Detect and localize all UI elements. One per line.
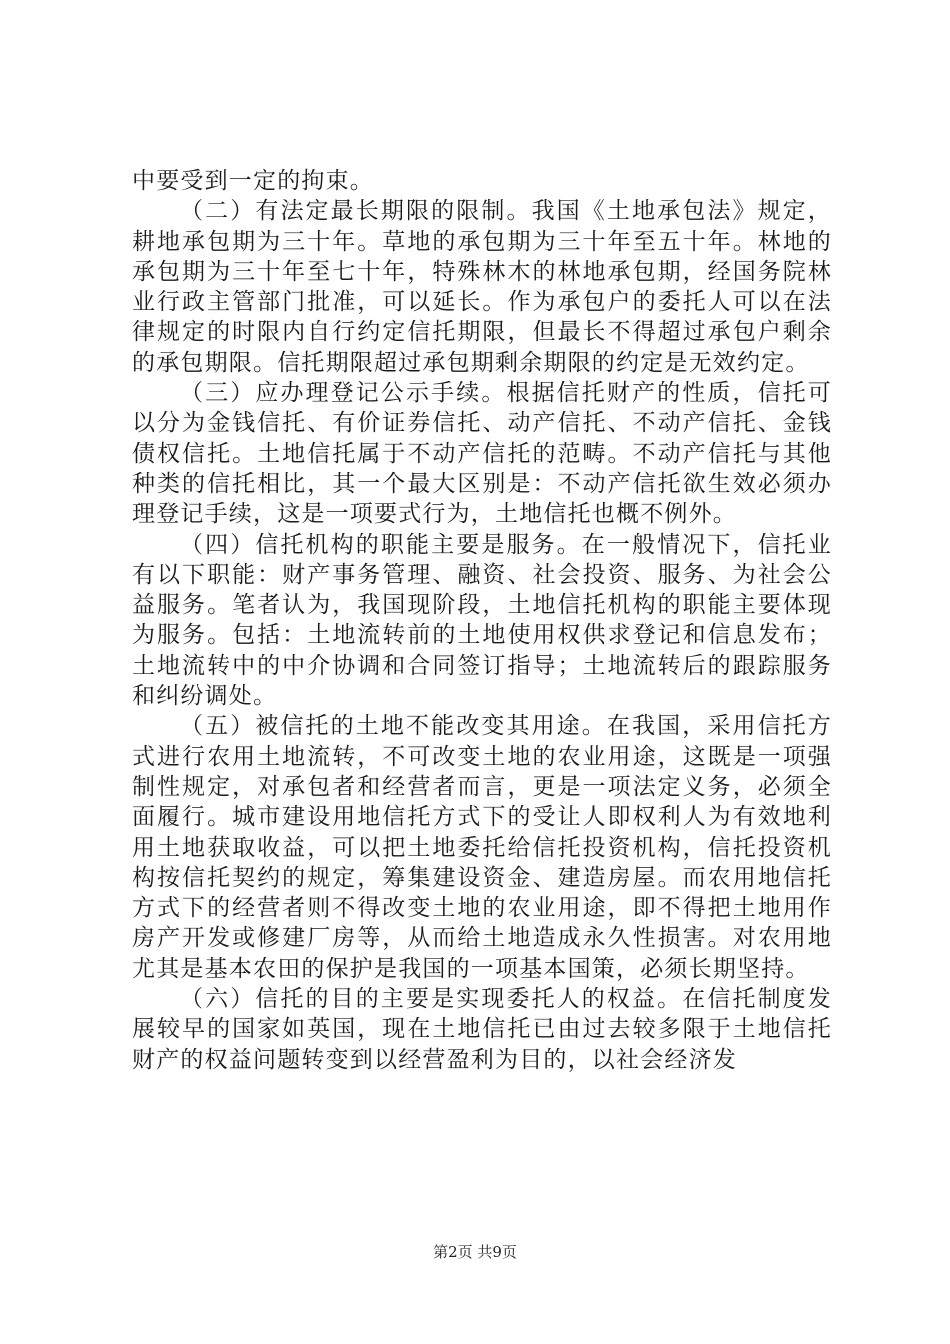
paragraph-section-3: （三）应办理登记公示手续。根据信托财产的性质，信托可以分为金钱信托、有价证券信托、动产信托、不动产信托、金钱债权信托。土地信托属于不动产信托的范畴。不动产信托与其他种类的信托相比，其一个最大区别是：不动产信托欲生效必须办理登记手续，这是一项要式行为，土地信托也概不例外。 <box>132 380 832 528</box>
paragraph-section-6: （六）信托的目的主要是实现委托人的权益。在信托制度发展较早的国家如英国，现在土地信托已由过去较多限于土地信托财产的权益问题转变到以经营盈利为目的，以社会经济发 <box>132 986 832 1073</box>
paragraph-continuation: 中要受到一定的拘束。 <box>132 168 374 194</box>
page-number-footer: 第2页 共9页 <box>433 1243 517 1261</box>
document-body <box>132 166 832 1075</box>
paragraph-section-2: （二）有法定最长期限的限制。我国《土地承包法》规定，耕地承包期为三十年。草地的承包期为三十年至五十年。林地的承包期为三十年至七十年，特殊林木的林地承包期，经国务院林业行政主管部门批准，可以延长。作为承包户的委托人可以在法律规定的时限内自行约定信托期限，但最长不得超过承包户剩余的承包期限。信托期限超过承包期剩余期限的约定是无效约定。 <box>132 198 832 376</box>
paragraph-section-4: （四）信托机构的职能主要是服务。在一般情况下，信托业有以下职能：财产事务管理、融资、社会投资、服务、为社会公益服务。笔者认为，我国现阶段，土地信托机构的职能主要体现为服务。包括：土地流转前的土地使用权供求登记和信息发布；土地流转中的中介协调和合同签订指导；土地流转后的跟踪服务和纠纷调处。 <box>132 531 832 710</box>
paragraph-section-5: （五）被信托的土地不能改变其用途。在我国，采用信托方式进行农用土地流转，不可改变土地的农业用途，这既是一项强制性规定，对承包者和经营者而言，更是一项法定义务，必须全面履行。城市建设用地信托方式下的受让人即权利人为有效地利用土地获取收益，可以把土地委托给信托投资机构，信托投资机构按信托契约的规定，筹集建设资金、建造房屋。而农用地信托方式下的经营者则不得改变土地的农业用途，即不得把土地用作房产开发或修建厂房等，从而给土地造成永久性损害。对农用地尤其是基本农田的保护是我国的一项基本国策，必须长期坚持。 <box>132 713 832 982</box>
